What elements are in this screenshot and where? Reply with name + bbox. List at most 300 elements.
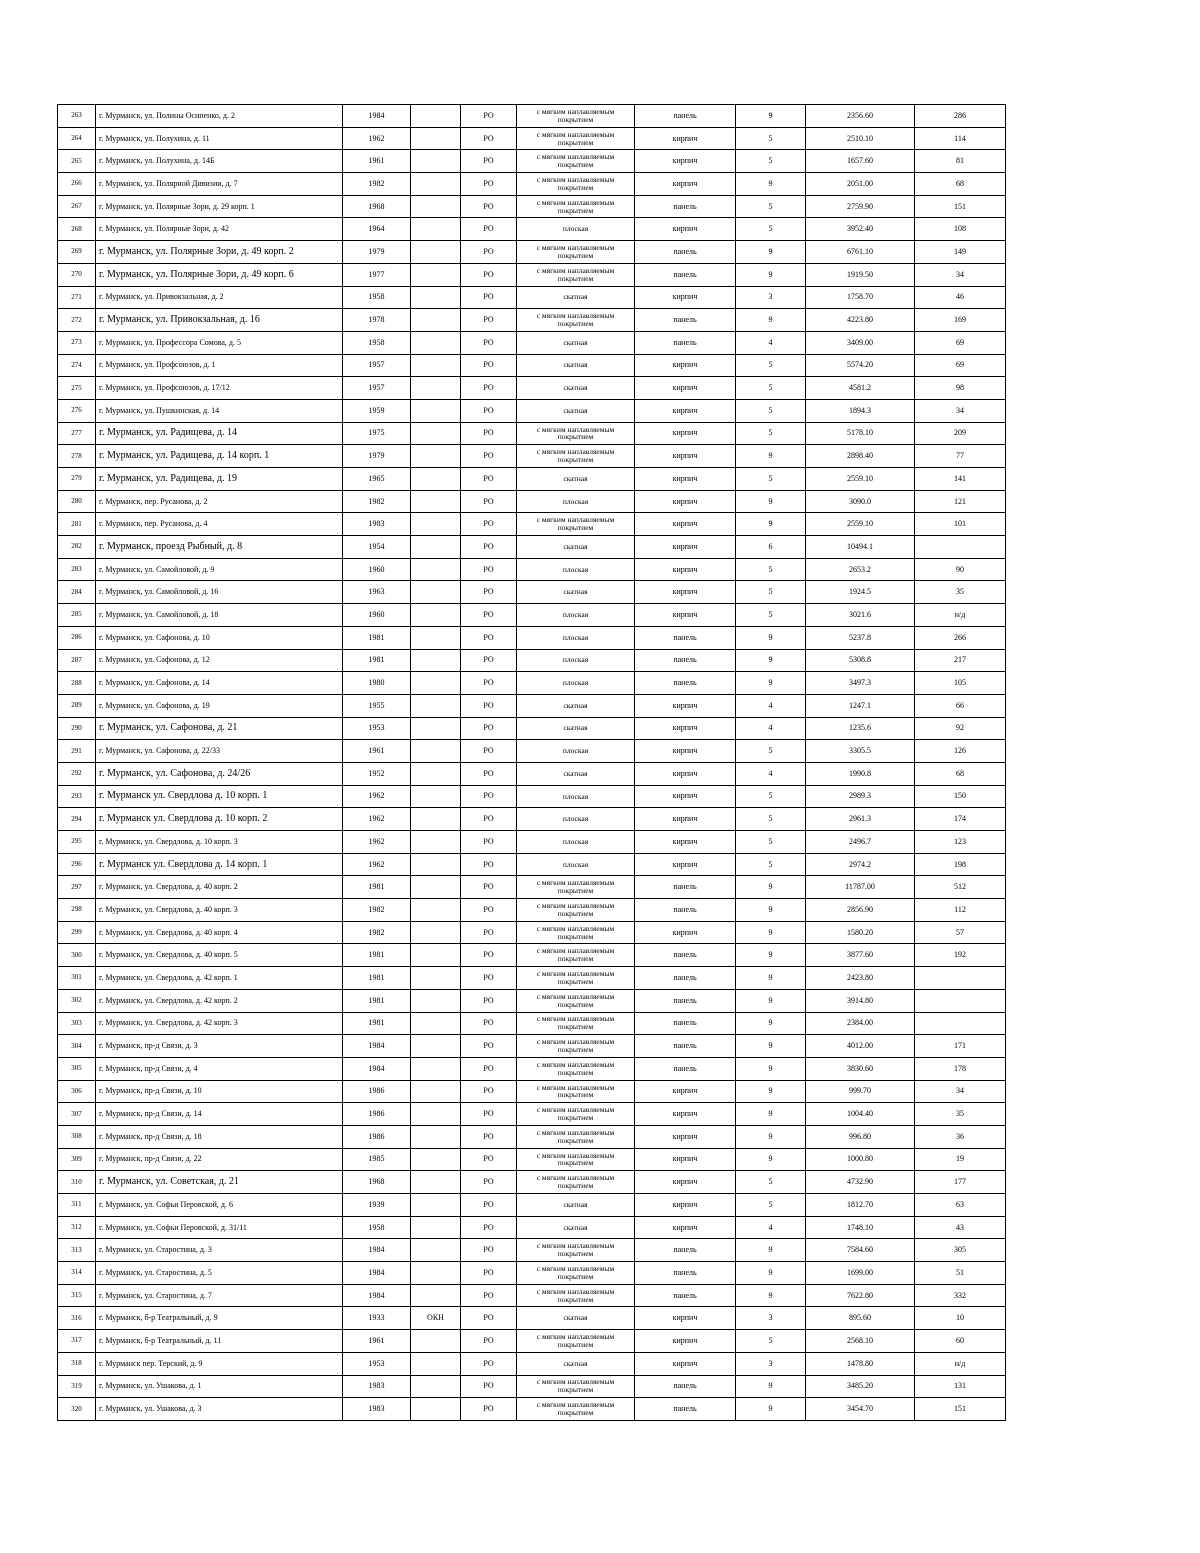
cell-roof-type: плоская (517, 808, 635, 831)
cell-roof-type: с мягким наплавляемым покрытием (517, 445, 635, 468)
cell-residents: 92 (915, 717, 1006, 740)
cell-heritage-mark (411, 150, 461, 173)
table-row (58, 1080, 1006, 1103)
table-row (58, 785, 1006, 808)
cell-floors: 4 (736, 1216, 806, 1239)
cell-program-mark: РО (461, 309, 517, 332)
cell-floors: 3 (736, 1352, 806, 1375)
cell-program-mark: РО (461, 558, 517, 581)
cell-wall-material: кирпич (635, 1216, 736, 1239)
cell-year-built: 1984 (343, 1035, 411, 1058)
cell-total-area: 4223.80 (806, 309, 915, 332)
cell-roof-type: с мягким наплавляемым покрытием (517, 173, 635, 196)
cell-floors: 5 (736, 604, 806, 627)
cell-program-mark: РО (461, 831, 517, 854)
cell-wall-material: кирпич (635, 399, 736, 422)
table-row (58, 150, 1006, 173)
cell-wall-material: кирпич (635, 150, 736, 173)
cell-total-area: 3485.20 (806, 1375, 915, 1398)
cell-address: г. Мурманск, ул. Старостина, д. 7 (96, 1284, 343, 1307)
cell-wall-material: кирпич (635, 218, 736, 241)
table-row (58, 989, 1006, 1012)
cell-wall-material: панель (635, 649, 736, 672)
cell-row-number: 298 (58, 899, 96, 922)
cell-wall-material: кирпич (635, 762, 736, 785)
cell-year-built: 1979 (343, 445, 411, 468)
cell-total-area: 895.60 (806, 1307, 915, 1330)
cell-roof-type: с мягким наплавляемым покрытием (517, 1398, 635, 1421)
cell-program-mark: РО (461, 604, 517, 627)
cell-heritage-mark (411, 513, 461, 536)
table-row (58, 558, 1006, 581)
table-row (58, 1352, 1006, 1375)
cell-total-area: 5574.20 (806, 354, 915, 377)
cell-address: г. Мурманск, ул. Сафонова, д. 21 (96, 717, 343, 740)
cell-heritage-mark (411, 331, 461, 354)
cell-program-mark: РО (461, 490, 517, 513)
cell-program-mark: РО (461, 808, 517, 831)
cell-address: г. Мурманск ул. Свердлова д. 10 корп. 2 (96, 808, 343, 831)
cell-floors: 9 (736, 513, 806, 536)
cell-wall-material: панель (635, 1284, 736, 1307)
cell-total-area: 2496.7 (806, 831, 915, 854)
cell-residents: 198 (915, 853, 1006, 876)
cell-total-area: 1990.8 (806, 762, 915, 785)
cell-roof-type: с мягким наплавляемым покрытием (517, 876, 635, 899)
cell-residents: 10 (915, 1307, 1006, 1330)
cell-residents (915, 536, 1006, 559)
cell-residents: 121 (915, 490, 1006, 513)
cell-floors: 9 (736, 1239, 806, 1262)
cell-residents: 512 (915, 876, 1006, 899)
cell-floors: 9 (736, 1262, 806, 1285)
cell-floors: 3 (736, 286, 806, 309)
cell-address: г. Мурманск, ул. Свердлова, д. 10 корп. 3 (96, 831, 343, 854)
cell-roof-type: плоская (517, 490, 635, 513)
cell-address: г. Мурманск, ул. Старостина, д. 3 (96, 1239, 343, 1262)
table-row (58, 876, 1006, 899)
cell-roof-type: с мягким наплавляемым покрытием (517, 241, 635, 264)
cell-total-area: 2559.10 (806, 468, 915, 491)
cell-row-number: 293 (58, 785, 96, 808)
cell-floors: 9 (736, 263, 806, 286)
table-row (58, 195, 1006, 218)
cell-row-number: 287 (58, 649, 96, 672)
cell-year-built: 1968 (343, 1171, 411, 1194)
cell-floors: 5 (736, 399, 806, 422)
table-row (58, 1125, 1006, 1148)
cell-roof-type: с мягким наплавляемым покрытием (517, 921, 635, 944)
cell-roof-type: скатная (517, 581, 635, 604)
cell-roof-type: скатная (517, 1194, 635, 1217)
cell-address: г. Мурманск, пер. Русанова, д. 4 (96, 513, 343, 536)
cell-wall-material: панель (635, 672, 736, 695)
cell-wall-material: кирпич (635, 468, 736, 491)
cell-heritage-mark (411, 558, 461, 581)
table-row (58, 218, 1006, 241)
cell-row-number: 289 (58, 694, 96, 717)
table-row (58, 672, 1006, 695)
cell-heritage-mark (411, 218, 461, 241)
cell-wall-material: панель (635, 195, 736, 218)
cell-row-number: 316 (58, 1307, 96, 1330)
cell-program-mark: РО (461, 853, 517, 876)
cell-total-area: 3497.3 (806, 672, 915, 695)
cell-address: г. Мурманск, ул. Сафонова, д. 24/26 (96, 762, 343, 785)
cell-address: г. Мурманск, ул. Сафонова, д. 10 (96, 626, 343, 649)
cell-total-area: 1000.80 (806, 1148, 915, 1171)
cell-program-mark: РО (461, 876, 517, 899)
cell-residents: 60 (915, 1330, 1006, 1353)
cell-row-number: 284 (58, 581, 96, 604)
cell-total-area: 3914.80 (806, 989, 915, 1012)
cell-year-built: 1953 (343, 717, 411, 740)
cell-floors: 5 (736, 740, 806, 763)
cell-year-built: 1982 (343, 173, 411, 196)
cell-residents: 266 (915, 626, 1006, 649)
cell-residents: 35 (915, 581, 1006, 604)
cell-row-number: 288 (58, 672, 96, 695)
cell-residents: 68 (915, 173, 1006, 196)
cell-year-built: 1962 (343, 808, 411, 831)
cell-roof-type: с мягким наплавляемым покрытием (517, 1239, 635, 1262)
cell-residents: 34 (915, 399, 1006, 422)
cell-residents: 149 (915, 241, 1006, 264)
cell-program-mark: РО (461, 445, 517, 468)
cell-total-area: 2856.90 (806, 899, 915, 922)
cell-floors: 3 (736, 1307, 806, 1330)
cell-address: г. Мурманск, ул. Привокзальная, д. 16 (96, 309, 343, 332)
cell-year-built: 1961 (343, 150, 411, 173)
cell-program-mark: РО (461, 422, 517, 445)
cell-roof-type: плоская (517, 740, 635, 763)
cell-row-number: 307 (58, 1103, 96, 1126)
cell-heritage-mark (411, 105, 461, 128)
cell-roof-type: скатная (517, 286, 635, 309)
cell-residents: 98 (915, 377, 1006, 400)
cell-program-mark: РО (461, 1057, 517, 1080)
cell-year-built: 1952 (343, 762, 411, 785)
cell-roof-type: с мягким наплавляемым покрытием (517, 1284, 635, 1307)
cell-floors: 5 (736, 422, 806, 445)
cell-wall-material: панель (635, 989, 736, 1012)
table-row (58, 331, 1006, 354)
cell-total-area: 1919.50 (806, 263, 915, 286)
cell-wall-material: кирпич (635, 581, 736, 604)
cell-residents: 171 (915, 1035, 1006, 1058)
cell-residents: 177 (915, 1171, 1006, 1194)
cell-address: г. Мурманск, ул. Полярной Дивизии, д. 7 (96, 173, 343, 196)
cell-heritage-mark: ОКН (411, 1307, 461, 1330)
cell-wall-material: кирпич (635, 785, 736, 808)
table-row (58, 1239, 1006, 1262)
housing-registry-table (57, 104, 1006, 1421)
cell-residents: 112 (915, 899, 1006, 922)
cell-year-built: 1960 (343, 558, 411, 581)
cell-row-number: 275 (58, 377, 96, 400)
cell-program-mark: РО (461, 1012, 517, 1035)
cell-year-built: 1961 (343, 1330, 411, 1353)
cell-heritage-mark (411, 1171, 461, 1194)
cell-total-area: 1758.70 (806, 286, 915, 309)
cell-floors: 5 (736, 558, 806, 581)
cell-heritage-mark (411, 649, 461, 672)
cell-residents: 63 (915, 1194, 1006, 1217)
cell-wall-material: панель (635, 1262, 736, 1285)
cell-floors: 9 (736, 1148, 806, 1171)
cell-address: г. Мурманск, ул. Свердлова, д. 40 корп. 4 (96, 921, 343, 944)
cell-program-mark: РО (461, 581, 517, 604)
cell-floors: 9 (736, 899, 806, 922)
cell-heritage-mark (411, 762, 461, 785)
cell-floors: 9 (736, 944, 806, 967)
cell-heritage-mark (411, 831, 461, 854)
cell-address: г. Мурманск, ул. Пушкинская, д. 14 (96, 399, 343, 422)
cell-total-area: 3021.6 (806, 604, 915, 627)
cell-roof-type: с мягким наплавляемым покрытием (517, 309, 635, 332)
cell-address: г. Мурманск, ул. Самойловой, д. 18 (96, 604, 343, 627)
table-row (58, 173, 1006, 196)
cell-heritage-mark (411, 1398, 461, 1421)
cell-heritage-mark (411, 785, 461, 808)
cell-program-mark: РО (461, 626, 517, 649)
cell-address: г. Мурманск, б-р Театральный, д. 11 (96, 1330, 343, 1353)
cell-total-area: 1812.70 (806, 1194, 915, 1217)
cell-address: г. Мурманск, ул. Свердлова, д. 40 корп. 2 (96, 876, 343, 899)
cell-address: г. Мурманск, ул. Софьи Перовской, д. 6 (96, 1194, 343, 1217)
cell-address: г. Мурманск, ул. Полярные Зори, д. 49 корп. 2 (96, 241, 343, 264)
cell-wall-material: кирпич (635, 1125, 736, 1148)
cell-heritage-mark (411, 1262, 461, 1285)
table-row (58, 1103, 1006, 1126)
cell-program-mark: РО (461, 105, 517, 128)
cell-total-area: 2051.00 (806, 173, 915, 196)
cell-program-mark: РО (461, 1239, 517, 1262)
cell-row-number: 304 (58, 1035, 96, 1058)
cell-row-number: 313 (58, 1239, 96, 1262)
cell-program-mark: РО (461, 286, 517, 309)
cell-residents: 150 (915, 785, 1006, 808)
cell-heritage-mark (411, 899, 461, 922)
cell-residents: н/д (915, 604, 1006, 627)
cell-year-built: 1968 (343, 195, 411, 218)
table-row (58, 1284, 1006, 1307)
cell-heritage-mark (411, 1330, 461, 1353)
cell-wall-material: кирпич (635, 1103, 736, 1126)
cell-wall-material: панель (635, 1239, 736, 1262)
cell-floors: 9 (736, 1398, 806, 1421)
cell-roof-type: с мягким наплавляемым покрытием (517, 422, 635, 445)
cell-floors: 9 (736, 626, 806, 649)
cell-roof-type: плоская (517, 831, 635, 854)
cell-wall-material: панель (635, 263, 736, 286)
cell-heritage-mark (411, 1352, 461, 1375)
table-body (58, 105, 1006, 1421)
cell-heritage-mark (411, 354, 461, 377)
cell-program-mark: РО (461, 1194, 517, 1217)
cell-total-area: 2989.3 (806, 785, 915, 808)
cell-roof-type: плоская (517, 218, 635, 241)
cell-roof-type: скатная (517, 1216, 635, 1239)
cell-row-number: 294 (58, 808, 96, 831)
cell-year-built: 1975 (343, 422, 411, 445)
cell-address: г. Мурманск, пр-д Связи, д. 22 (96, 1148, 343, 1171)
cell-heritage-mark (411, 241, 461, 264)
cell-roof-type: с мягким наплавляемым покрытием (517, 989, 635, 1012)
cell-address: г. Мурманск, ул. Свердлова, д. 42 корп. 2 (96, 989, 343, 1012)
cell-residents: 174 (915, 808, 1006, 831)
cell-roof-type: скатная (517, 1307, 635, 1330)
cell-residents: 46 (915, 286, 1006, 309)
cell-program-mark: РО (461, 468, 517, 491)
cell-row-number: 274 (58, 354, 96, 377)
cell-row-number: 315 (58, 1284, 96, 1307)
cell-roof-type: с мягким наплавляемым покрытием (517, 1125, 635, 1148)
cell-address: г. Мурманск, ул. Свердлова, д. 40 корп. 3 (96, 899, 343, 922)
table-row (58, 468, 1006, 491)
cell-address: г. Мурманск, пр-д Связи, д. 18 (96, 1125, 343, 1148)
cell-wall-material: панель (635, 309, 736, 332)
cell-row-number: 310 (58, 1171, 96, 1194)
cell-heritage-mark (411, 581, 461, 604)
cell-year-built: 1977 (343, 263, 411, 286)
cell-row-number: 269 (58, 241, 96, 264)
cell-total-area: 1004.40 (806, 1103, 915, 1126)
cell-floors: 5 (736, 127, 806, 150)
cell-row-number: 318 (58, 1352, 96, 1375)
cell-total-area: 1894.3 (806, 399, 915, 422)
cell-program-mark: РО (461, 989, 517, 1012)
cell-year-built: 1953 (343, 1352, 411, 1375)
cell-total-area: 1235.6 (806, 717, 915, 740)
cell-heritage-mark (411, 309, 461, 332)
table-row (58, 105, 1006, 128)
cell-heritage-mark (411, 989, 461, 1012)
cell-heritage-mark (411, 445, 461, 468)
cell-year-built: 1981 (343, 967, 411, 990)
cell-total-area: 2510.10 (806, 127, 915, 150)
cell-heritage-mark (411, 604, 461, 627)
cell-wall-material: панель (635, 1012, 736, 1035)
cell-total-area: 2423.80 (806, 967, 915, 990)
cell-heritage-mark (411, 967, 461, 990)
cell-residents (915, 967, 1006, 990)
cell-row-number: 264 (58, 127, 96, 150)
cell-year-built: 1961 (343, 740, 411, 763)
cell-heritage-mark (411, 490, 461, 513)
cell-year-built: 1954 (343, 536, 411, 559)
cell-address: г. Мурманск, ул. Профессора Сомова, д. 5 (96, 331, 343, 354)
cell-address: г. Мурманск пер. Терский, д. 9 (96, 1352, 343, 1375)
cell-row-number: 266 (58, 173, 96, 196)
cell-row-number: 277 (58, 422, 96, 445)
cell-floors: 9 (736, 1057, 806, 1080)
cell-program-mark: РО (461, 1352, 517, 1375)
cell-roof-type: с мягким наплавляемым покрытием (517, 195, 635, 218)
table-row (58, 422, 1006, 445)
table-row (58, 1057, 1006, 1080)
table-row (58, 445, 1006, 468)
cell-floors: 5 (736, 218, 806, 241)
cell-address: г. Мурманск, пр-д Связи, д. 14 (96, 1103, 343, 1126)
cell-row-number: 299 (58, 921, 96, 944)
cell-program-mark: РО (461, 1262, 517, 1285)
table-row (58, 967, 1006, 990)
cell-address: г. Мурманск, ул. Свердлова, д. 42 корп. 3 (96, 1012, 343, 1035)
cell-floors: 9 (736, 967, 806, 990)
cell-wall-material: кирпич (635, 1080, 736, 1103)
cell-row-number: 273 (58, 331, 96, 354)
cell-heritage-mark (411, 377, 461, 400)
cell-roof-type: скатная (517, 354, 635, 377)
table-row (58, 762, 1006, 785)
cell-floors: 5 (736, 354, 806, 377)
cell-roof-type: с мягким наплавляемым покрытием (517, 263, 635, 286)
cell-heritage-mark (411, 1239, 461, 1262)
cell-year-built: 1982 (343, 921, 411, 944)
cell-residents: 69 (915, 354, 1006, 377)
cell-total-area: 7584.60 (806, 1239, 915, 1262)
cell-floors: 6 (736, 536, 806, 559)
cell-roof-type: с мягким наплавляемым покрытием (517, 1375, 635, 1398)
cell-year-built: 1957 (343, 354, 411, 377)
cell-floors: 9 (736, 672, 806, 695)
cell-year-built: 1963 (343, 581, 411, 604)
cell-roof-type: скатная (517, 399, 635, 422)
cell-total-area: 2759.90 (806, 195, 915, 218)
cell-floors: 9 (736, 1284, 806, 1307)
cell-residents: 169 (915, 309, 1006, 332)
table-row (58, 581, 1006, 604)
cell-heritage-mark (411, 1057, 461, 1080)
cell-floors: 9 (736, 1035, 806, 1058)
cell-year-built: 1960 (343, 604, 411, 627)
cell-residents: 51 (915, 1262, 1006, 1285)
cell-total-area: 1924.5 (806, 581, 915, 604)
cell-row-number: 309 (58, 1148, 96, 1171)
cell-program-mark: РО (461, 717, 517, 740)
cell-row-number: 297 (58, 876, 96, 899)
cell-address: г. Мурманск, ул. Полярные Зори, д. 49 корп. 6 (96, 263, 343, 286)
table-row (58, 649, 1006, 672)
cell-residents: 57 (915, 921, 1006, 944)
cell-year-built: 1978 (343, 309, 411, 332)
cell-year-built: 1939 (343, 1194, 411, 1217)
cell-program-mark: РО (461, 377, 517, 400)
cell-total-area: 2898.40 (806, 445, 915, 468)
cell-floors: 9 (736, 241, 806, 264)
cell-residents: 77 (915, 445, 1006, 468)
cell-roof-type: с мягким наплавляемым покрытием (517, 127, 635, 150)
cell-heritage-mark (411, 1125, 461, 1148)
cell-wall-material: панель (635, 899, 736, 922)
cell-address: г. Мурманск, ул. Профсоюзов, д. 1 (96, 354, 343, 377)
table-row (58, 1375, 1006, 1398)
cell-heritage-mark (411, 1284, 461, 1307)
table-row (58, 899, 1006, 922)
cell-address: г. Мурманск, ул. Полярные Зори, д. 42 (96, 218, 343, 241)
cell-heritage-mark (411, 536, 461, 559)
cell-year-built: 1958 (343, 331, 411, 354)
table-row (58, 490, 1006, 513)
cell-row-number: 296 (58, 853, 96, 876)
cell-roof-type: с мягким наплавляемым покрытием (517, 1080, 635, 1103)
cell-row-number: 281 (58, 513, 96, 536)
cell-floors: 9 (736, 1012, 806, 1035)
cell-wall-material: кирпич (635, 740, 736, 763)
cell-year-built: 1979 (343, 241, 411, 264)
table-row (58, 921, 1006, 944)
